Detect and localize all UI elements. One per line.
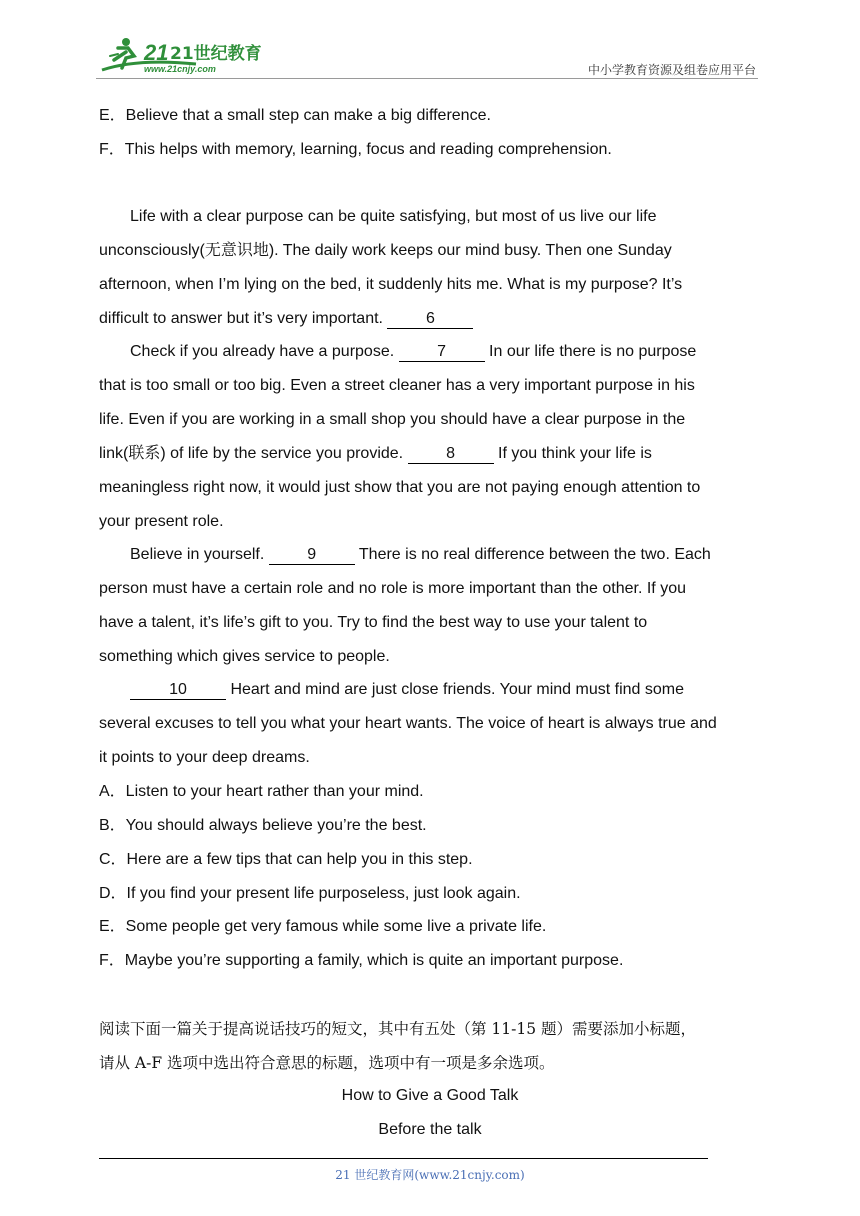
passage-text: Check if you already have a purpose. <box>130 343 399 360</box>
prev-option-e: E．Believe that a small step can make a big difference. <box>99 107 491 124</box>
next-passage-subtitle: Before the talk <box>378 1121 482 1138</box>
passage-p2-line5: meaningless right now, it would just show that you are not paying enough attention to <box>99 479 701 496</box>
passage-p1-line1: Life with a clear purpose can be quite satisfying, but most of us live our life <box>130 208 657 225</box>
prev-option-f: F．This helps with memory, learning, focus and reading comprehension. <box>99 141 612 158</box>
blank-9[interactable]: 9 <box>269 546 355 565</box>
passage-text: Believe in yourself. <box>130 546 269 563</box>
passage-text: If you think your life is <box>493 445 652 462</box>
passage-p3-line1 <box>130 545 711 565</box>
blank-10[interactable]: 10 <box>130 681 226 700</box>
svg-text:21: 21 <box>144 40 169 65</box>
svg-text:www.21cnjy.com: www.21cnjy.com <box>144 64 216 74</box>
blank-6[interactable]: 6 <box>387 310 473 329</box>
passage-p4-line3: it points to your deep dreams. <box>99 749 310 766</box>
passage-text: In our life there is no purpose <box>484 343 697 360</box>
passage-p2-line2: that is too small or too big. Even a street cleaner has a very important purpose in his <box>99 377 695 394</box>
passage-text: Heart and mind are just close friends. Your mind must find some <box>226 681 684 698</box>
footer-divider <box>99 1158 708 1159</box>
option-b: B．You should always believe you’re the best. <box>99 817 427 834</box>
instructions-line2: 请从 A-F 选项中选出符合意思的标题，选项中有一项是多余选项。 <box>99 1054 555 1072</box>
option-e: E．Some people get very famous while some live a private life. <box>99 918 547 935</box>
passage-p2-line6: your present role. <box>99 513 224 530</box>
option-d: D．If you find your present life purposeless, just look again. <box>99 885 521 902</box>
passage-p3-line2: person must have a certain role and no role is more important than the other. If you <box>99 580 686 597</box>
page-header <box>0 0 860 80</box>
option-a: A．Listen to your heart rather than your mind. <box>99 783 424 800</box>
passage-text: difficult to answer but it’s very important. <box>99 310 388 327</box>
passage-p1-line3: afternoon, when I’m lying on the bed, it suddenly hits me. What is my purpose? It’s <box>99 276 683 293</box>
blank-7[interactable]: 7 <box>399 343 485 362</box>
page-footer: 21 世纪教育网(www.21cnjy.com) <box>335 1168 525 1182</box>
option-f: F．Maybe you’re supporting a family, which is quite an important purpose. <box>99 952 624 969</box>
option-c: C．Here are a few tips that can help you in this step. <box>99 851 473 868</box>
passage-p2-line3: life. Even if you are working in a small shop you should have a clear purpose in the <box>99 411 686 428</box>
passage-p2-line4 <box>99 444 652 464</box>
passage-p4-line1 <box>130 680 684 700</box>
passage-p4-line2: several excuses to tell you what your heart wants. The voice of heart is always true and <box>99 715 717 732</box>
blank-8[interactable]: 8 <box>408 445 494 464</box>
platform-title: 中小学教育资源及组卷应用平台 <box>587 63 756 77</box>
passage-p2-line1 <box>130 342 696 362</box>
passage-p3-line3: have a talent, it’s life’s gift to you. Try to find the best way to use your talent to <box>99 614 648 631</box>
passage-text: There is no real difference between the two. Each <box>354 546 711 563</box>
instructions-line1: 阅读下面一篇关于提高说话技巧的短文，其中有五处（第 11-15 题）需要添加小标题， <box>99 1020 697 1038</box>
passage-p1-line2: unconsciously(无意识地). The daily work keeps our mind busy. Then one Sunday <box>99 242 672 259</box>
passage-text: link(联系) of life by the service you provide. <box>99 445 408 462</box>
site-logo <box>96 34 266 78</box>
next-passage-title: How to Give a Good Talk <box>341 1087 519 1104</box>
header-divider <box>96 78 758 79</box>
svg-text:21世纪教育: 21世纪教育 <box>170 44 262 64</box>
passage-p1-line4 <box>99 309 473 329</box>
passage-p3-line4: something which gives service to people. <box>99 648 390 665</box>
